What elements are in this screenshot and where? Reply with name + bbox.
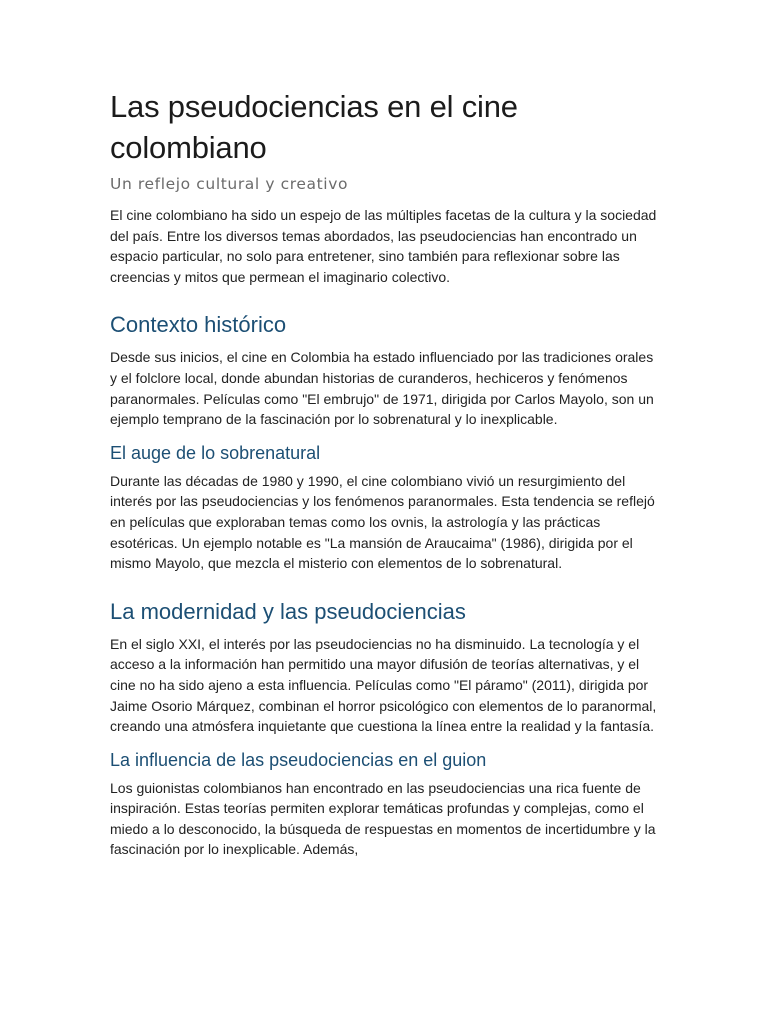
section-modernity: [110, 598, 660, 860]
section-historical-context: [110, 311, 660, 573]
section-heading: Contexto histórico: [110, 312, 287, 338]
subsection-paragraph: Los guionistas colombianos han encontrado en las pseudociencias una rica fuente de inspiración. Estas teorías permiten explorar temáticas profundas y complejas, como el miedo a lo desconocido, la búsqueda de respuestas en momentos de incertidumbre y la fascinación por lo inexplicable. Además,: [110, 779, 656, 858]
section-paragraph: Desde sus inicios, el cine en Colombia ha estado influenciado por las tradiciones orales y el folclore local, donde abundan historias de curanderos, hechiceros y fenómenos paranormales. Películas como "El embrujo" de 1971, dirigida por Carlos Mayolo, son un ejemplo temprano de la fascinación por lo sobrenatural y lo inexplicable.: [110, 349, 654, 428]
subsection-paragraph: Durante las décadas de 1980 y 1990, el cine colombiano vivió un resurgimiento del interés por las pseudociencias y los fenómenos paranormales. Esta tendencia se reflejó en películas que exploraban temas como los ovnis, la astrología y las prácticas esotéricas. Un ejemplo notable es "La mansión de Araucaima" (1986), dirigida por el mismo Mayolo, que mezcla el misterio con elementos de lo sobrenatural.: [110, 472, 655, 572]
section-heading: La modernidad y las pseudociencias: [110, 598, 466, 624]
document-page: [110, 86, 660, 860]
page-subtitle: Un reflejo cultural y creativo: [110, 175, 349, 193]
section-paragraph: En el siglo XXI, el interés por las pseudociencias no ha disminuido. La tecnología y el acceso a la información han permitido una mayor difusión de teorías alternativas, y el cine no ha sido ajeno a esta influencia. Películas como "El páramo" (2011), dirigida por Jaime Osorio Márquez, combinan el horror psicológico con elementos de lo paranormal, creando una atmósfera inquietante que cuestiona la línea entre la realidad y la fantasía.: [110, 635, 657, 735]
subsection-heading: La influencia de las pseudociencias en el guion: [110, 749, 487, 770]
page-title: Las pseudociencias en el cine colombiano: [110, 89, 518, 165]
intro-paragraph: El cine colombiano ha sido un espejo de las múltiples facetas de la cultura y la sociedad del país. Entre los diversos temas abordados, las pseudociencias han encontrado un espacio particular, no solo para entretener, sino también para reflexionar sobre las creencias y mitos que permean el imaginario colectivo.: [110, 207, 657, 285]
subsection-heading: El auge de lo sobrenatural: [110, 442, 321, 463]
